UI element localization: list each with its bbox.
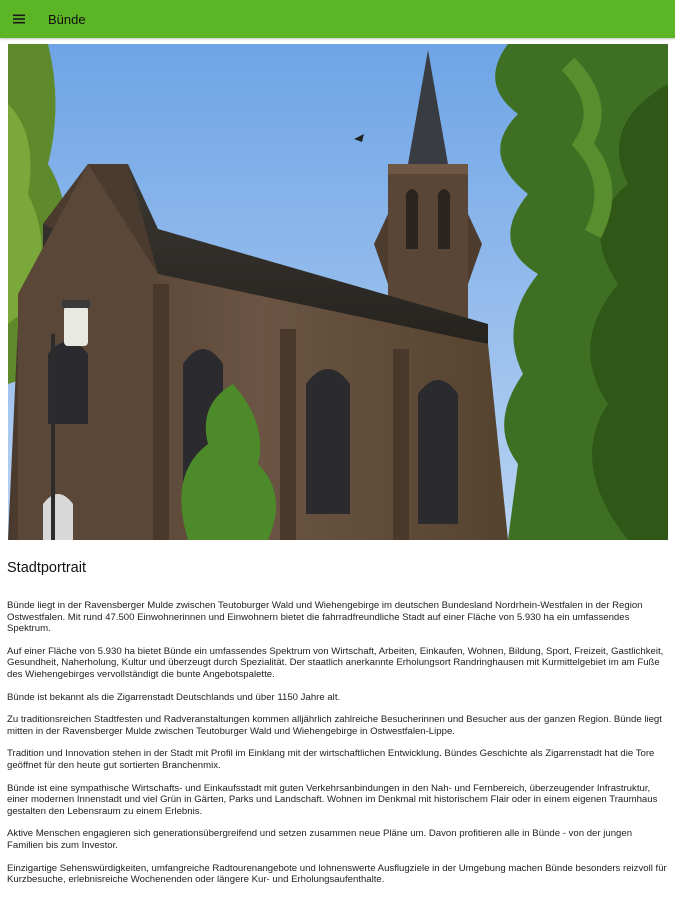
menu-icon [12, 13, 26, 25]
paragraph: Auf einer Fläche von 5.930 ha bietet Bünde ein umfassendes Spektrum von Wirtschaft, Arbeiten, Einkaufen, Wohnen, Bildung, Sport, Freizeit, Gastlichkeit, Gesundheit, Naherholung, Kultur und überzeugt durch Spezialität. Der staatlich anerkannte Erholungsort Randringhausen mit Kurmittelgebiet im am Fuße des Wiehengebirges vervollständigt die bunte Angebotspalette. [7, 645, 664, 680]
paragraph: Bünde ist bekannt als die Zigarrenstadt Deutschlands und über 1150 Jahre alt. [7, 691, 341, 703]
paragraph: Zu traditionsreichen Stadtfesten und Radveranstaltungen kommen alljährlich zahlreiche Besucherinnen und Besucher aus der ganzen Region. Bünde liegt mitten in der Ravensberger Mulde zwischen Teutoburger Wald und Wiehengebirge in Ostwestfalen-Lippe. [7, 714, 662, 737]
menu-button[interactable] [0, 0, 38, 38]
paragraph: Einzigartige Sehenswürdigkeiten, umfangreiche Radtourenangebote und lohnenswerte Ausflugziele in der Umgebung machen Bünde besonders reizvoll für Kurzbesuche, erlebnisreiche Wochenenden oder längere Kur- und Erholungsaufenthalte. [7, 862, 667, 886]
section-title: Stadtportrait [7, 560, 86, 576]
paragraph: Bünde liegt in der Ravensberger Mulde zwischen Teutoburger Wald und Wiehengebirge im deutschen Bundesland Nordrhein-Westfalen in der Region Ostwestfalen. Mit rund 47.500 Einwohnerinnen und Einwohnern bietet die fahrradfreundliche Stadt auf einer Fläche von 5.930 ha ein umfassendes Spektrum. [7, 600, 643, 635]
paragraph: Bünde ist eine sympathische Wirtschafts- und Einkaufsstadt mit guten Verkehrsanbindungen in den Nah- und Fernbereich, überzeugender Infrastruktur, einer modernen Innenstadt und viel Grün in Gärten, Parks und Landschaft. Wohnen im Denkmal mit historischem Flair oder in einem eigenen Traumhaus gestalten den Lebensraum zu einem Erlebnis. [7, 782, 658, 817]
paragraph: Tradition und Innovation stehen in der Stadt mit Profil im Einklang mit der wirtschaftlichen Entwicklung. Bündes Geschichte als Zigarrenstadt hat die Tore geöffnet für den heute gut sortierten Branchenmix. [7, 748, 655, 771]
paragraph: Aktive Menschen engagieren sich generationsübergreifend und setzen zusammen neue Pläne um. Davon profitieren alle in Bünde - von der jungen Familien bis zum Investor. [7, 828, 633, 851]
article-body [7, 600, 667, 897]
app-bar [0, 0, 675, 38]
church-photo [8, 44, 668, 540]
app-title: Bünde [48, 11, 86, 27]
